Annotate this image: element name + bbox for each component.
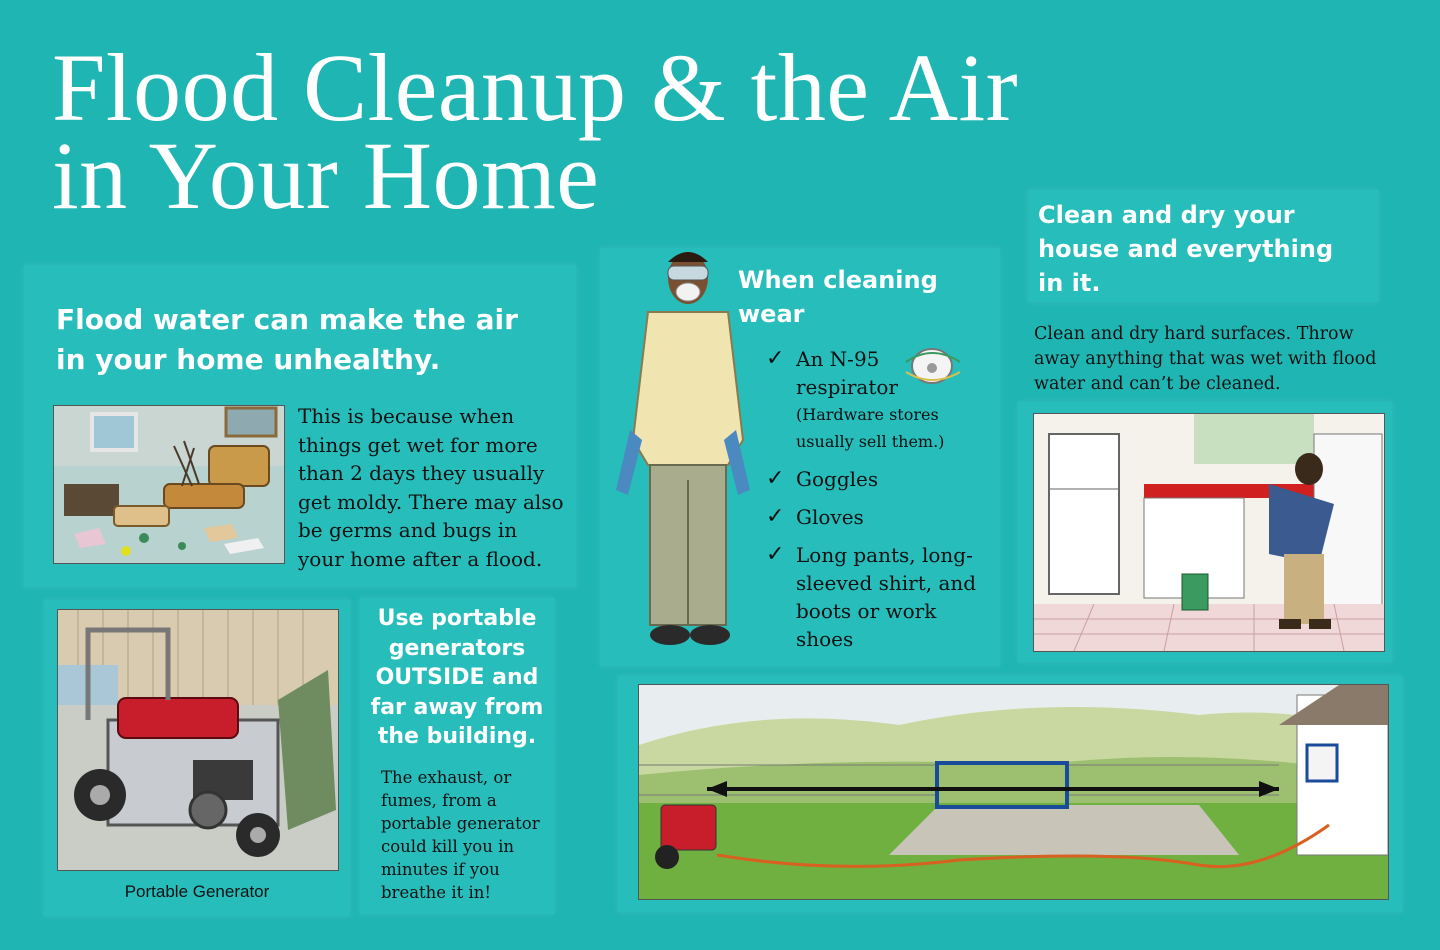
- list-item: [766, 465, 992, 493]
- clean-body: Clean and dry hard surfaces. Throw away anything that was wet with flood water and can’t be cleaned.: [1034, 324, 1377, 394]
- title-line-2: in Your Home: [52, 122, 600, 229]
- gear-item-text: Goggles: [796, 467, 879, 491]
- checkmark-icon: ✓: [766, 504, 785, 529]
- wear-heading: When cleaning wear: [738, 266, 938, 328]
- gear-item-note: (Hardware stores usually sell them.): [796, 405, 945, 451]
- protective-gear-list: [766, 345, 992, 663]
- title-line-1: Flood Cleanup & the Air: [52, 34, 1019, 141]
- list-item: [766, 503, 992, 531]
- generator-body: The exhaust, or fumes, from a portable generator could kill you in minutes if you breathe it in!: [381, 768, 540, 902]
- checkmark-icon: ✓: [766, 346, 785, 371]
- flood-heading: Flood water can make the air in your home unhealthy.: [56, 303, 518, 376]
- flooded-room-illustration: [53, 405, 285, 564]
- protective-gear-person-illustration: [608, 240, 758, 660]
- portable-generator-illustration: [57, 609, 339, 871]
- generator-distance-yard-illustration: [638, 684, 1389, 900]
- checkmark-icon: ✓: [766, 466, 785, 491]
- generator-heading: Use portable generators OUTSIDE and far away from the building.: [370, 606, 544, 749]
- gear-item-text: Long pants, long-sleeved shirt, and boots or work shoes: [796, 543, 977, 651]
- clean-heading: Clean and dry your house and everything in it.: [1038, 201, 1334, 297]
- list-item: [766, 541, 992, 653]
- list-item: [766, 345, 992, 455]
- gear-item-text: An N-95 respirator: [796, 347, 898, 399]
- flood-body: This is because when things get wet for more than 2 days they usually get moldy. There may also be germs and bugs in your home after a flood.: [298, 404, 564, 571]
- gear-item-text: Gloves: [796, 505, 864, 529]
- kitchen-cleaning-illustration: [1033, 413, 1385, 652]
- generator-caption: Portable Generator: [124, 882, 270, 901]
- checkmark-icon: ✓: [766, 542, 785, 567]
